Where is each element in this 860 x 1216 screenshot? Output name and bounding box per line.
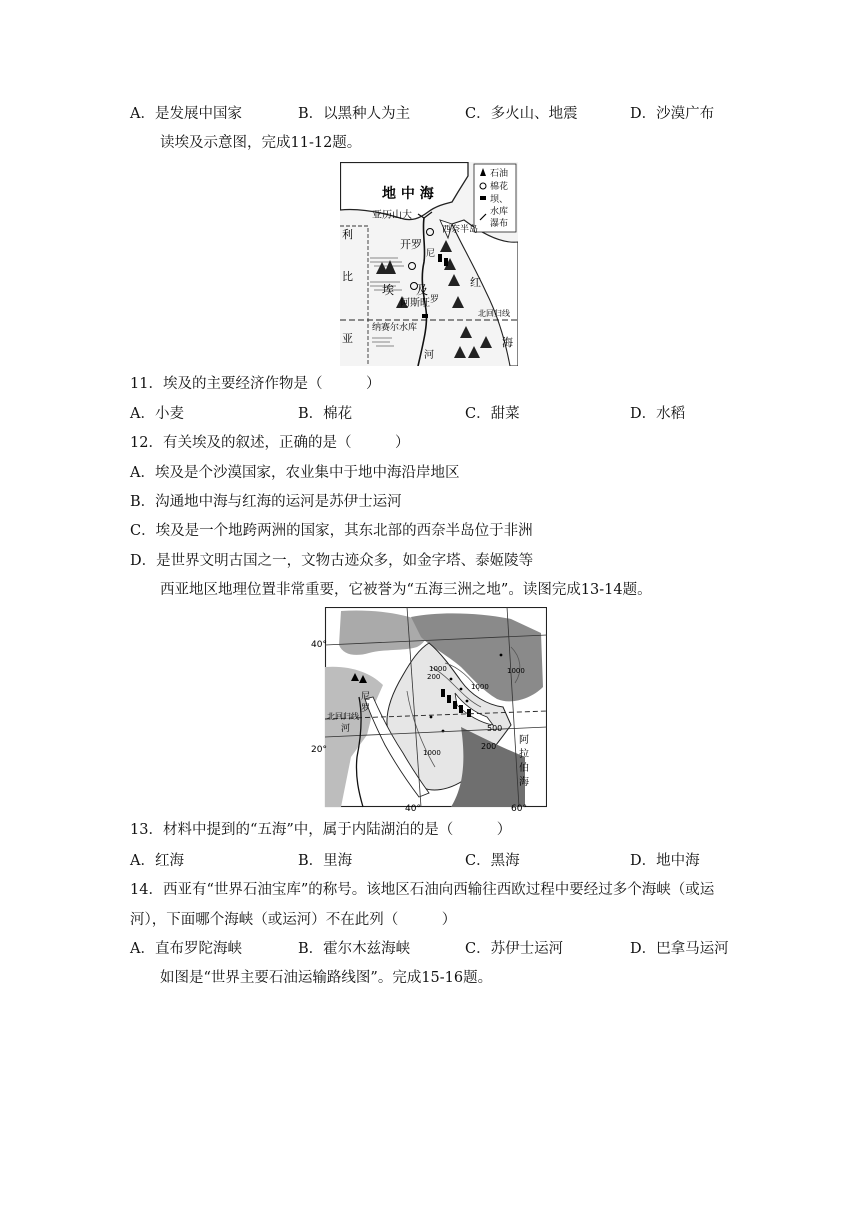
q12-option-b: B．沟通地中海与红海的运河是苏伊士运河 <box>130 494 402 510</box>
egypt-label-sea: 地 中 海 <box>382 186 434 202</box>
westasia-label-c1000c: 1000 <box>507 667 525 675</box>
egypt-legend-oil: 石油 <box>490 169 509 179</box>
q11-option-b: B．棉花 <box>298 406 353 422</box>
westasia-label-tropic: 北回归线 <box>327 712 359 721</box>
egypt-label-libya-a: 利 <box>342 228 353 241</box>
egypt-label-river: 河 <box>424 350 434 361</box>
egypt-label-libya-b: 比 <box>342 270 353 283</box>
westasia-label-arabian-b: 拉 <box>519 749 529 760</box>
egypt-label-nile-a: 尼 <box>426 249 436 259</box>
q10-option-d: D．沙漠广布 <box>630 106 715 122</box>
q13-option-a: A．红海 <box>130 853 184 869</box>
egypt-label-alexandria: 亚历山大 <box>372 210 412 221</box>
westasia-label-c200a: 200 <box>427 673 441 681</box>
westasia-label-c1000b: 1000 <box>471 683 489 691</box>
intro-15-16: 如图是“世界主要石油运输路线图”。完成15-16题。 <box>160 970 493 986</box>
q13-option-d: D．地中海 <box>630 853 700 869</box>
q10-options <box>130 104 730 124</box>
westasia-label-c200b: 200 <box>481 742 497 751</box>
q11-option-d: D．水稻 <box>630 406 686 422</box>
westasia-label-lat40: 40° <box>311 640 327 650</box>
westasia-label-river: 河 <box>341 724 351 734</box>
egypt-label-nile-b: 罗 <box>430 295 440 305</box>
egypt-legend-waterfall: 瀑布 <box>490 219 509 229</box>
q14-option-a: A．直布罗陀海峡 <box>130 941 242 957</box>
q14-options <box>130 939 730 959</box>
egypt-label-sinai: 西奈半岛 <box>442 225 479 235</box>
q10-option-b: B．以黑种人为主 <box>298 106 411 122</box>
q12-stem: 12．有关埃及的叙述，正确的是（ ） <box>130 435 410 451</box>
egypt-legend-cotton: 棉花 <box>490 182 509 192</box>
egypt-label-nasser: 纳赛尔水库 <box>372 323 418 333</box>
westasia-label-arabian-a: 阿 <box>519 735 529 746</box>
q11-option-c: C．甜菜 <box>465 406 520 422</box>
q11-stem: 11．埃及的主要经济作物是（ ） <box>130 376 381 392</box>
q13-options <box>130 851 730 871</box>
westasia-label-nile-b: 罗 <box>361 704 371 714</box>
q13-stem: 13．材料中提到的“五海”中，属于内陆湖泊的是（ ） <box>130 822 512 838</box>
q13-option-c: C．黑海 <box>465 853 520 869</box>
egypt-label-egypt-b: 及 <box>416 283 429 297</box>
q14-option-b: B．霍尔木兹海峡 <box>298 941 411 957</box>
westasia-label-c1000d: 1000 <box>423 749 441 757</box>
q14-option-d: D．巴拿马运河 <box>630 941 729 957</box>
egypt-label-aswan: 阿斯旺 <box>400 298 430 309</box>
egypt-label-tropic: 北回归线 <box>478 309 510 318</box>
egypt-label-red-a: 红 <box>470 276 481 289</box>
egypt-label-cairo: 开罗 <box>400 238 422 251</box>
egypt-label-egypt-a: 埃 <box>382 283 395 297</box>
q12-option-c: C．埃及是一个地跨两洲的国家，其东北部的西奈半岛位于非洲 <box>130 523 533 539</box>
egypt-legend-reservoir: 水库 <box>490 207 509 217</box>
intro-11-12: 读埃及示意图，完成11-12题。 <box>160 135 362 151</box>
q14-stem-line2: 河），下面哪个海峡（或运河）不在此列（ ） <box>130 912 457 928</box>
egypt-legend-dam: 坝、 <box>490 195 509 205</box>
q12-option-d: D．是世界文明古国之一，文物古迹众多，如金字塔、泰姬陵等 <box>130 553 534 569</box>
westasia-label-arabian-c: 伯 <box>519 763 529 774</box>
q10-option-c: C．多火山、地震 <box>465 106 578 122</box>
westasia-label-lon40: 40° <box>405 804 421 813</box>
westasia-label-arabian-d: 海 <box>519 777 529 788</box>
q14-stem-line1: 14．西亚有“世界石油宝库”的称号。该地区石油向西输往西欧过程中要经过多个海峡（或运 <box>130 882 715 898</box>
egypt-label-red-b: 海 <box>502 336 513 349</box>
west-asia-map <box>311 607 547 813</box>
westasia-label-lon60: 60° <box>511 804 527 813</box>
intro-13-14: 西亚地区地理位置非常重要，它被誉为“五海三洲之地”。读图完成13-14题。 <box>160 582 652 598</box>
q11-option-a: A．小麦 <box>130 406 184 422</box>
q14-option-c: C．苏伊士运河 <box>465 941 564 957</box>
westasia-label-lat20: 20° <box>311 745 327 755</box>
egypt-map <box>340 162 518 366</box>
q12-option-a: A．埃及是个沙漠国家，农业集中于地中海沿岸地区 <box>130 465 460 481</box>
q10-option-a: A．是发展中国家 <box>130 106 242 122</box>
westasia-label-c1000a: 1000 <box>429 665 447 673</box>
westasia-label-c500: 500 <box>487 724 503 733</box>
westasia-label-nile-a: 尼 <box>361 692 371 702</box>
q13-option-b: B．里海 <box>298 853 353 869</box>
egypt-label-libya-c: 亚 <box>342 332 353 345</box>
q11-options <box>130 404 730 424</box>
